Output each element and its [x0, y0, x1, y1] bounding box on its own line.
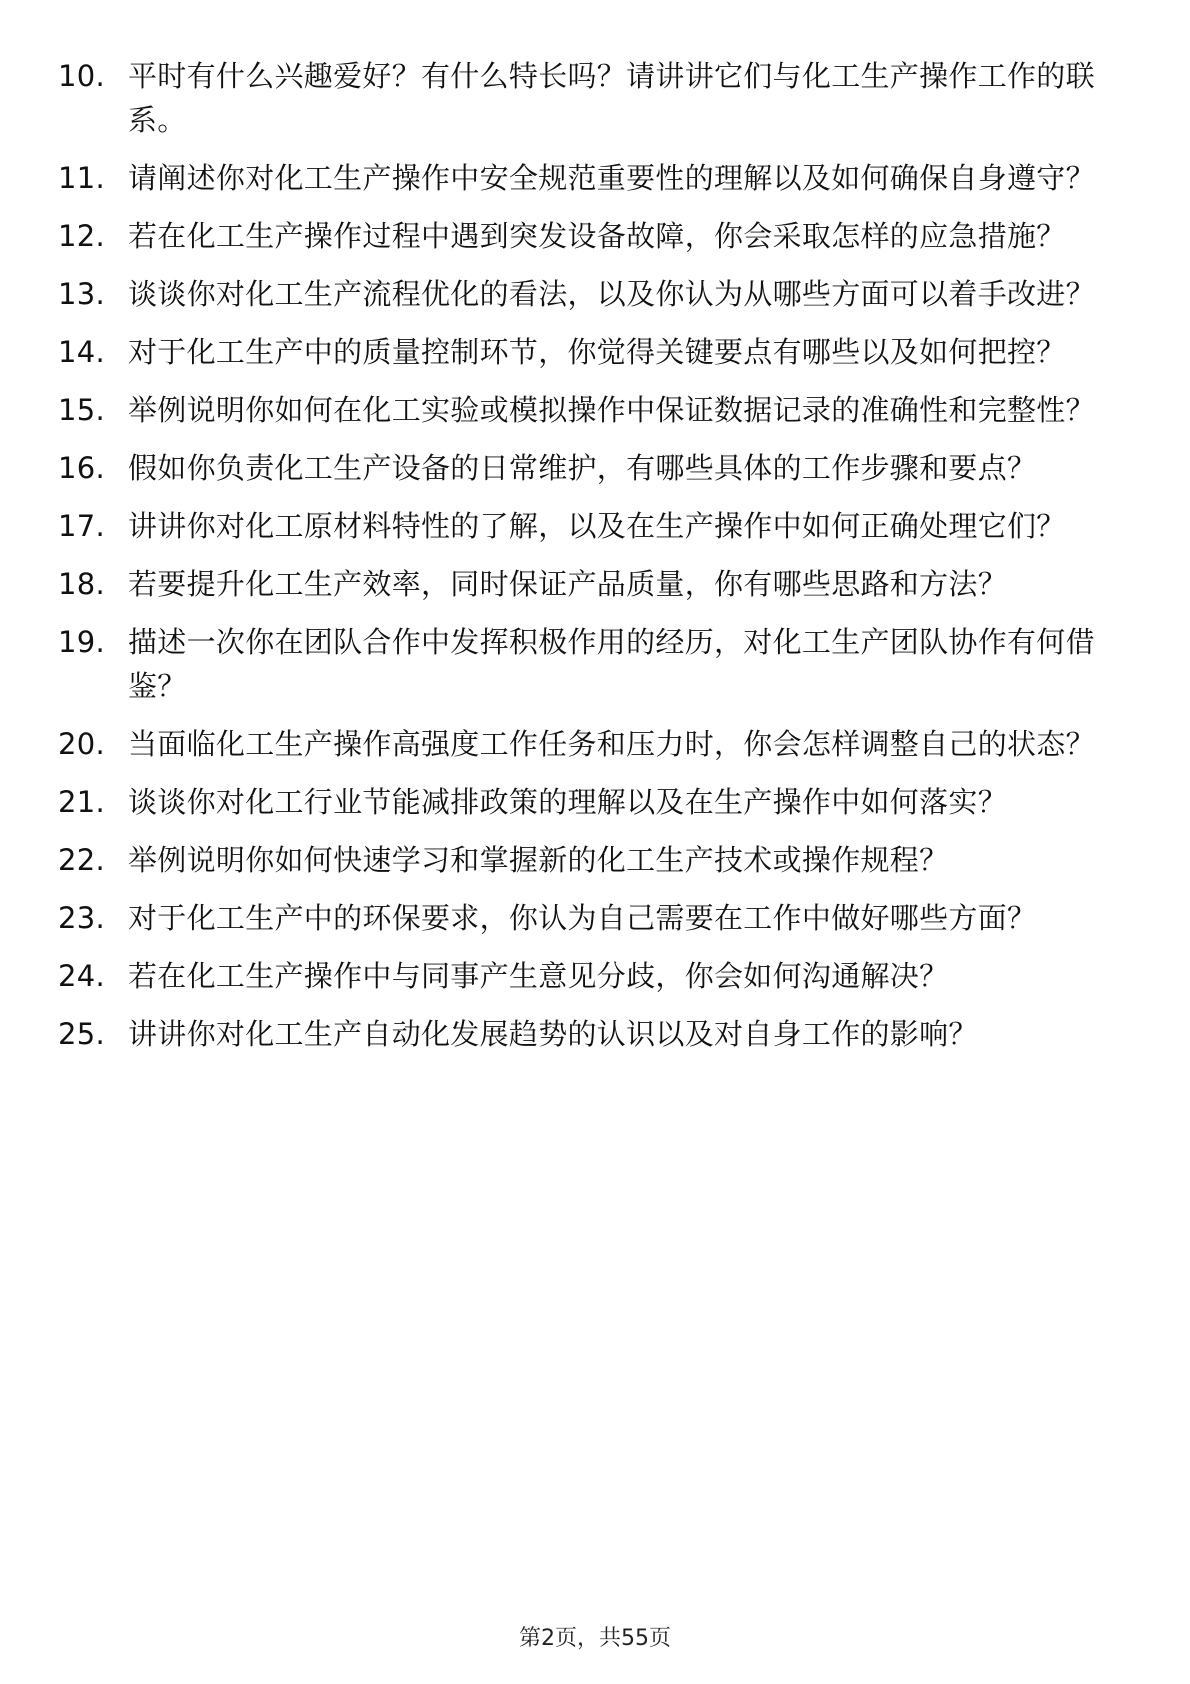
question-text: 对于化工生产中的环保要求，你认为自己需要在工作中做好哪些方面？ [128, 901, 1037, 935]
question-number: 22. [58, 843, 106, 877]
question-item-25 [58, 1012, 1108, 1056]
question-text: 谈谈你对化工生产流程优化的看法，以及你认为从哪些方面可以着手改进？ [128, 277, 1095, 311]
question-number: 10. [58, 59, 106, 93]
question-item-15 [58, 388, 1108, 432]
question-item-24 [58, 954, 1108, 998]
question-number: 17. [58, 509, 106, 543]
question-number: 21. [58, 785, 106, 819]
question-item-21 [58, 780, 1108, 824]
question-text: 若在化工生产操作中与同事产生意见分歧，你会如何沟通解决？ [128, 959, 949, 993]
question-text: 假如你负责化工生产设备的日常维护，有哪些具体的工作步骤和要点？ [128, 451, 1037, 485]
question-text: 举例说明你如何快速学习和掌握新的化工生产技术或操作规程？ [128, 843, 949, 877]
question-item-14 [58, 330, 1108, 374]
question-item-12 [58, 214, 1108, 258]
question-text: 举例说明你如何在化工实验或模拟操作中保证数据记录的准确性和完整性？ [128, 393, 1095, 427]
question-item-20 [58, 722, 1108, 766]
question-text: 讲讲你对化工生产自动化发展趋势的认识以及对自身工作的影响？ [128, 1017, 978, 1051]
question-text: 讲讲你对化工原材料特性的了解，以及在生产操作中如何正确处理它们？ [128, 509, 1066, 543]
question-item-16 [58, 446, 1108, 490]
question-number: 14. [58, 335, 106, 369]
question-number: 25. [58, 1017, 106, 1051]
page-number-footer: 第2页，共55页 [519, 1626, 671, 1651]
question-item-10 [58, 54, 1108, 142]
question-text: 当面临化工生产操作高强度工作任务和压力时，你会怎样调整自己的状态？ [128, 727, 1095, 761]
question-number: 23. [58, 901, 106, 935]
question-number: 18. [58, 567, 106, 601]
question-number: 15. [58, 393, 106, 427]
question-number: 16. [58, 451, 106, 485]
question-item-18 [58, 562, 1108, 606]
question-text: 谈谈你对化工行业节能减排政策的理解以及在生产操作中如何落实？ [128, 785, 1008, 819]
question-item-11 [58, 156, 1108, 200]
question-item-23 [58, 896, 1108, 940]
question-text: 若在化工生产操作过程中遇到突发设备故障，你会采取怎样的应急措施？ [128, 219, 1066, 253]
question-text: 若要提升化工生产效率，同时保证产品质量，你有哪些思路和方法？ [128, 567, 1008, 601]
question-text: 描述一次你在团队合作中发挥积极作用的经历，对化工生产团队协作有何借鉴？ [128, 625, 1095, 703]
question-text: 请阐述你对化工生产操作中安全规范重要性的理解以及如何确保自身遵守？ [128, 161, 1095, 195]
question-number: 11. [58, 161, 106, 195]
question-number: 13. [58, 277, 106, 311]
question-text: 对于化工生产中的质量控制环节，你觉得关键要点有哪些以及如何把控？ [128, 335, 1066, 369]
question-item-19 [58, 620, 1108, 708]
question-number: 24. [58, 959, 106, 993]
question-item-17 [58, 504, 1108, 548]
question-number: 20. [58, 727, 106, 761]
question-text: 平时有什么兴趣爱好？有什么特长吗？请讲讲它们与化工生产操作工作的联系。 [128, 59, 1095, 137]
question-item-13 [58, 272, 1108, 316]
question-item-22 [58, 838, 1108, 882]
question-number: 19. [58, 625, 106, 659]
question-number: 12. [58, 219, 106, 253]
question-list [58, 54, 1108, 1070]
